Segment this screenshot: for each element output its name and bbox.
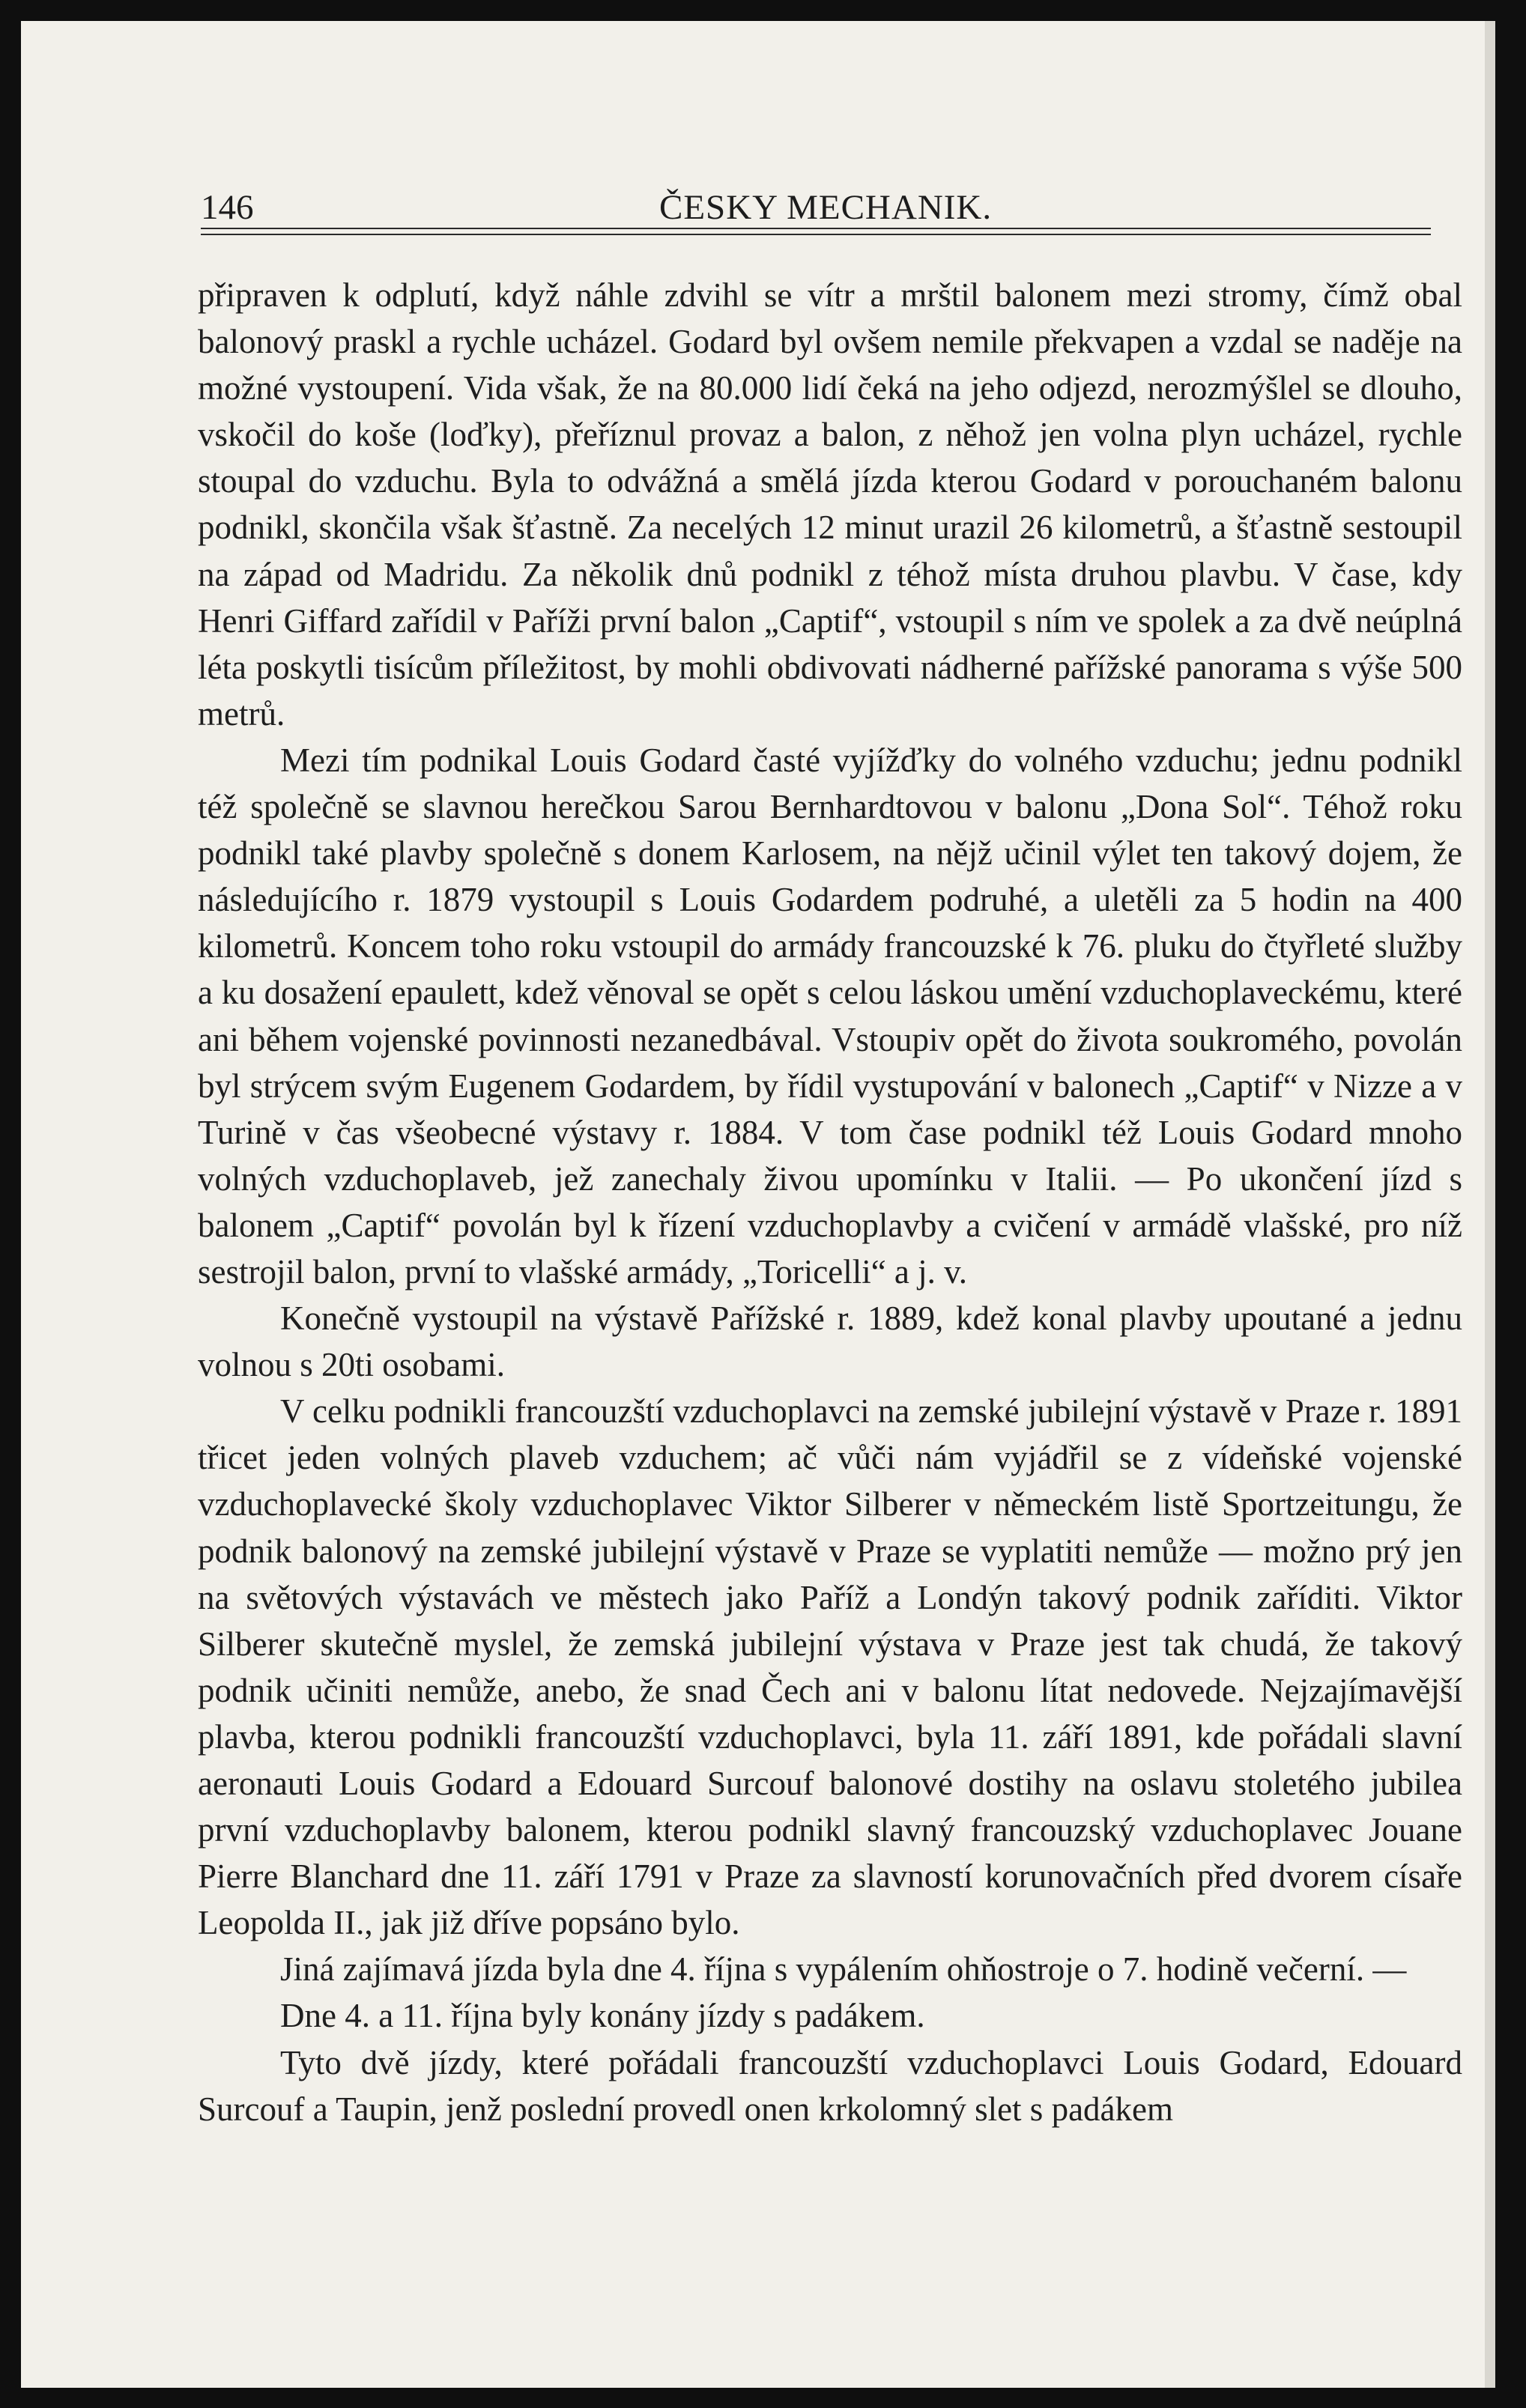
book-page: [21, 21, 1495, 2388]
paragraph: připraven k odplutí, když náhle zdvihl se vítr a mrštil balonem mezi stromy, čímž obal balonový praskl a rychle ucházel. Godard byl ovšem nemile překvapen a vzdal se naděje na možné vystoupení. Vida však, že na 80.000 lidí čeká na jeho odjezd, nerozmýšlel se dlouho, vskočil do koše (loďky), přeříznul provaz a balon, z něhož jen volna plyn ucházel, rychle stoupal do vzduchu. Byla to odvážná a smělá jízda kterou Godard v porouchaném balonu podnikl, skončila však šťastně. Za necelých 12 minut urazil 26 kilometrů, a šťastně sestoupil na západ od Madridu. Za několik dnů podnikl z téhož místa druhou plavbu. V čase, kdy Henri Giffard zařídil v Paříži první balon „Captif“, vstoupil s ním ve spolek a za dvě neúplná léta poskytli tisícům příležitost, by mohli obdivovati nádherné pařížské panorama s výše 500 metrů.: [198, 276, 1462, 733]
paragraph: Mezi tím podnikal Louis Godard časté vyjížďky do volného vzduchu; jednu podnikl též společně se slavnou herečkou Sarou Bernhardtovou v balonu „Dona Sol“. Téhož roku podnikl také plavby společně s donem Karlosem, na nějž učinil výlet ten takový dojem, že následujícího r. 1879 vystoupil s Louis Godardem podruhé, a uletěli za 5 hodin na 400 kilometrů. Koncem toho roku vstoupil do armády francouzské k 76. pluku do čtyřleté služby a ku dosažení epaulett, kdež věnoval se opět s celou láskou umění vzduchoplaveckému, které ani během vojenské povinnosti nezanedbával. Vstoupiv opět do života soukromého, povolán byl strýcem svým Eugenem Godardem, by řídil vystupování v balonech „Captif“ v Nizze a v Turině v čas všeobecné výstavy r. 1884. V tom čase podnikl též Louis Godard mnoho volných vzduchoplaveb, jež zanechaly živou upomínku v Italii. — Po ukončení jízd s balonem „Captif“ povolán byl k řízení vzduchoplavby a cvičení v armádě vlašské, pro níž sestrojil balon, první to vlašské armády, „Toricelli“ a j. v.: [198, 741, 1462, 1291]
body-text: [198, 272, 1462, 2132]
running-title: ČESKY MECHANIK.: [659, 188, 993, 227]
paragraph: V celku podnikli francouzští vzduchoplavci na zemské jubilejní výstavě v Praze r. 1891 třicet jeden volných plaveb vzduchem; ač vůči nám vyjádřil se z vídeňské vojenské vzduchoplavecké školy vzduchoplavec Viktor Silberer v německém listě Sportzeitungu, že podnik balonový na zemské jubilejní výstavě v Praze se vyplatiti nemůže — možno prý jen na světových výstavách ve městech jako Paříž a Londýn takový podnik zaříditi. Viktor Silberer skutečně myslel, že zemská jubilejní výstava v Praze jest tak chudá, že takový podnik učiniti nemůže, anebo, že snad Čech ani v balonu lítat nedovede. Nejzajímavější plavba, kterou podnikli francouzští vzduchoplavci, byla 11. září 1891, kde pořádali slavní aeronauti Louis Godard a Edouard Surcouf balonové dostihy na oslavu stoletého jubilea první vzduchoplavby balonem, kterou podnikl slavný francouzský vzduchoplavec Jouane Pierre Blanchard dne 11. září 1791 v Praze za slavností korunovačních před dvorem císaře Leopolda II., jak již dříve popsáno bylo.: [198, 1392, 1462, 1942]
paragraph: Konečně vystoupil na výstavě Pařížské r. 1889, kdež konal plavby upoutané a jednu volnou s 20ti osobami.: [198, 1299, 1462, 1384]
header-rule: [201, 228, 1431, 235]
paragraph: Tyto dvě jízdy, které pořádali francouzští vzduchoplavci Louis Godard, Edouard Surcouf a Taupin, jenž poslední provedl onen krkolomný slet s padákem: [198, 2043, 1462, 2128]
paragraph: Jiná zajímavá jízda byla dne 4. října s vypálením ohňostroje o 7. hodině večerní. —: [280, 1950, 1407, 1989]
page-number: 146: [201, 188, 254, 227]
paragraph: Dne 4. a 11. října byly konány jízdy s padákem.: [280, 1997, 925, 2035]
